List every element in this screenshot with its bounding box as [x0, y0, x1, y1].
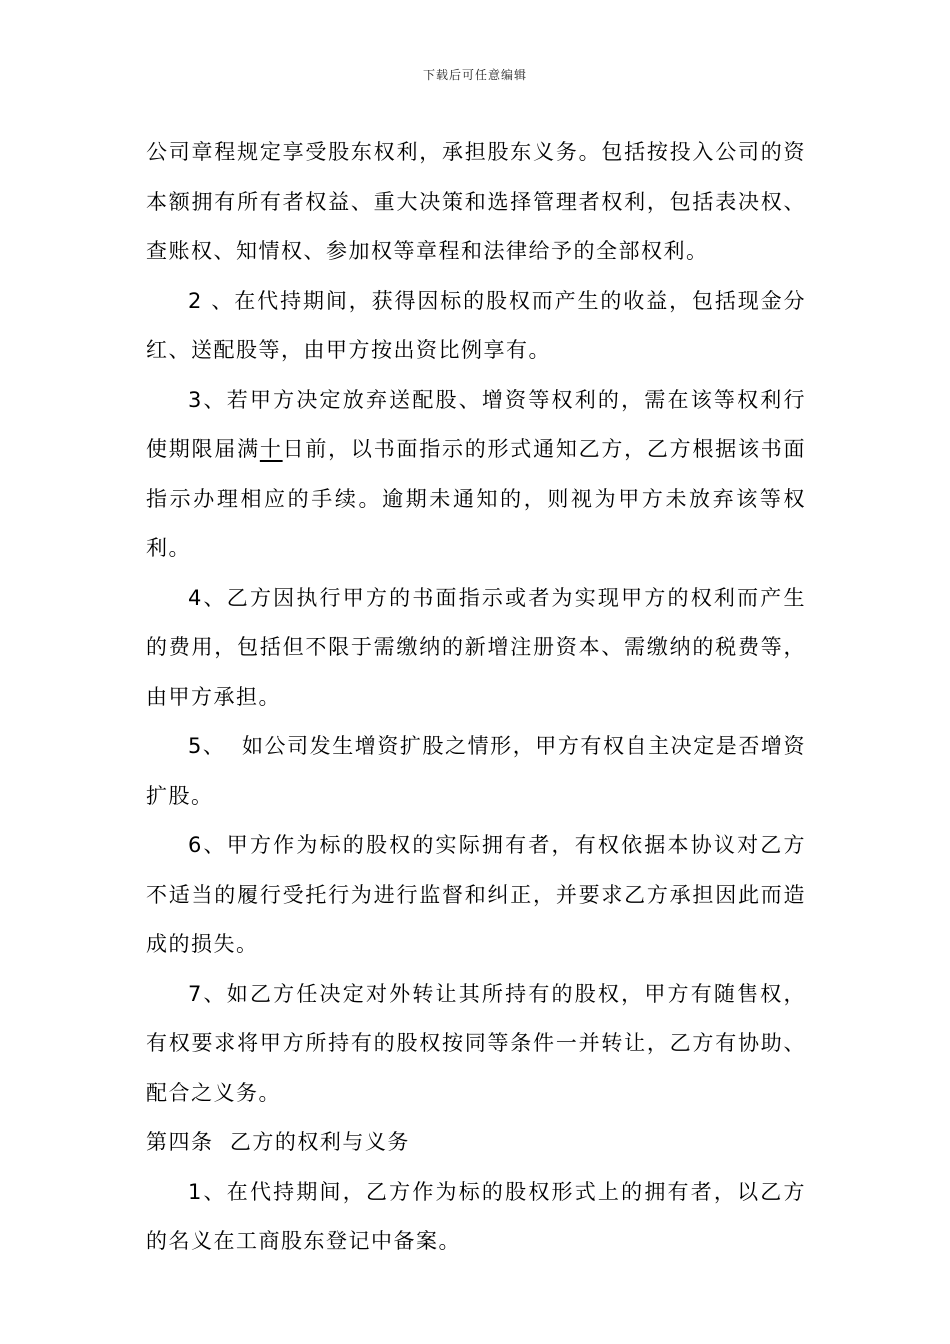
page-header-note: 下载后可任意编辑 — [422, 68, 527, 82]
section-heading-article-4: 第四条 乙方的权利与义务 — [146, 1130, 410, 1154]
paragraph-clause-3 — [146, 376, 806, 574]
paragraph-article-4-clause-1: 1、在代持期间，乙方作为标的股权形式上的拥有者，以乙方的名义在工商股东登记中备案。 — [146, 1179, 806, 1253]
paragraph-clause-2: 2 、在代持期间，获得因标的股权而产生的收益，包括现金分红、送配股等，由甲方按出资比例享有。 — [146, 288, 806, 362]
document-body — [146, 128, 806, 1267]
clause-3-underlined-days: 十 — [259, 437, 283, 461]
clause-3-text-after: 日前，以书面指示的形式通知乙方，乙方根据该书面指示办理相应的手续。逾期未通知的，则视为甲方未放弃该等权利。 — [146, 437, 807, 560]
clause-3-text-before: 3、若甲方决定放弃送配股、增资等权利的，需在该等权利行使期限届满 — [146, 387, 806, 461]
paragraph-clause-5: 5、 如公司发生增资扩股之情形，甲方有权自主决定是否增资扩股。 — [146, 734, 806, 808]
paragraph-clause-4: 4、乙方因执行甲方的书面指示或者为实现甲方的权利而产生的费用，包括但不限于需缴纳的新增注册资本、需缴纳的税费等，由甲方承担。 — [146, 585, 806, 709]
paragraph-shareholder-rights: 公司章程规定享受股东权利，承担股东义务。包括按投入公司的资本额拥有所有者权益、重大决策和选择管理者权利，包括表决权、查账权、知情权、参加权等章程和法律给予的全部权利。 — [146, 140, 806, 263]
paragraph-clause-7: 7、如乙方任决定对外转让其所持有的股权，甲方有随售权，有权要求将甲方所持有的股权按同等条件一并转让，乙方有协助、配合之义务。 — [146, 981, 806, 1105]
paragraph-clause-6: 6、甲方作为标的股权的实际拥有者，有权依据本协议对乙方不适当的履行受托行为进行监督和纠正，并要求乙方承担因此而造成的损失。 — [146, 833, 806, 956]
